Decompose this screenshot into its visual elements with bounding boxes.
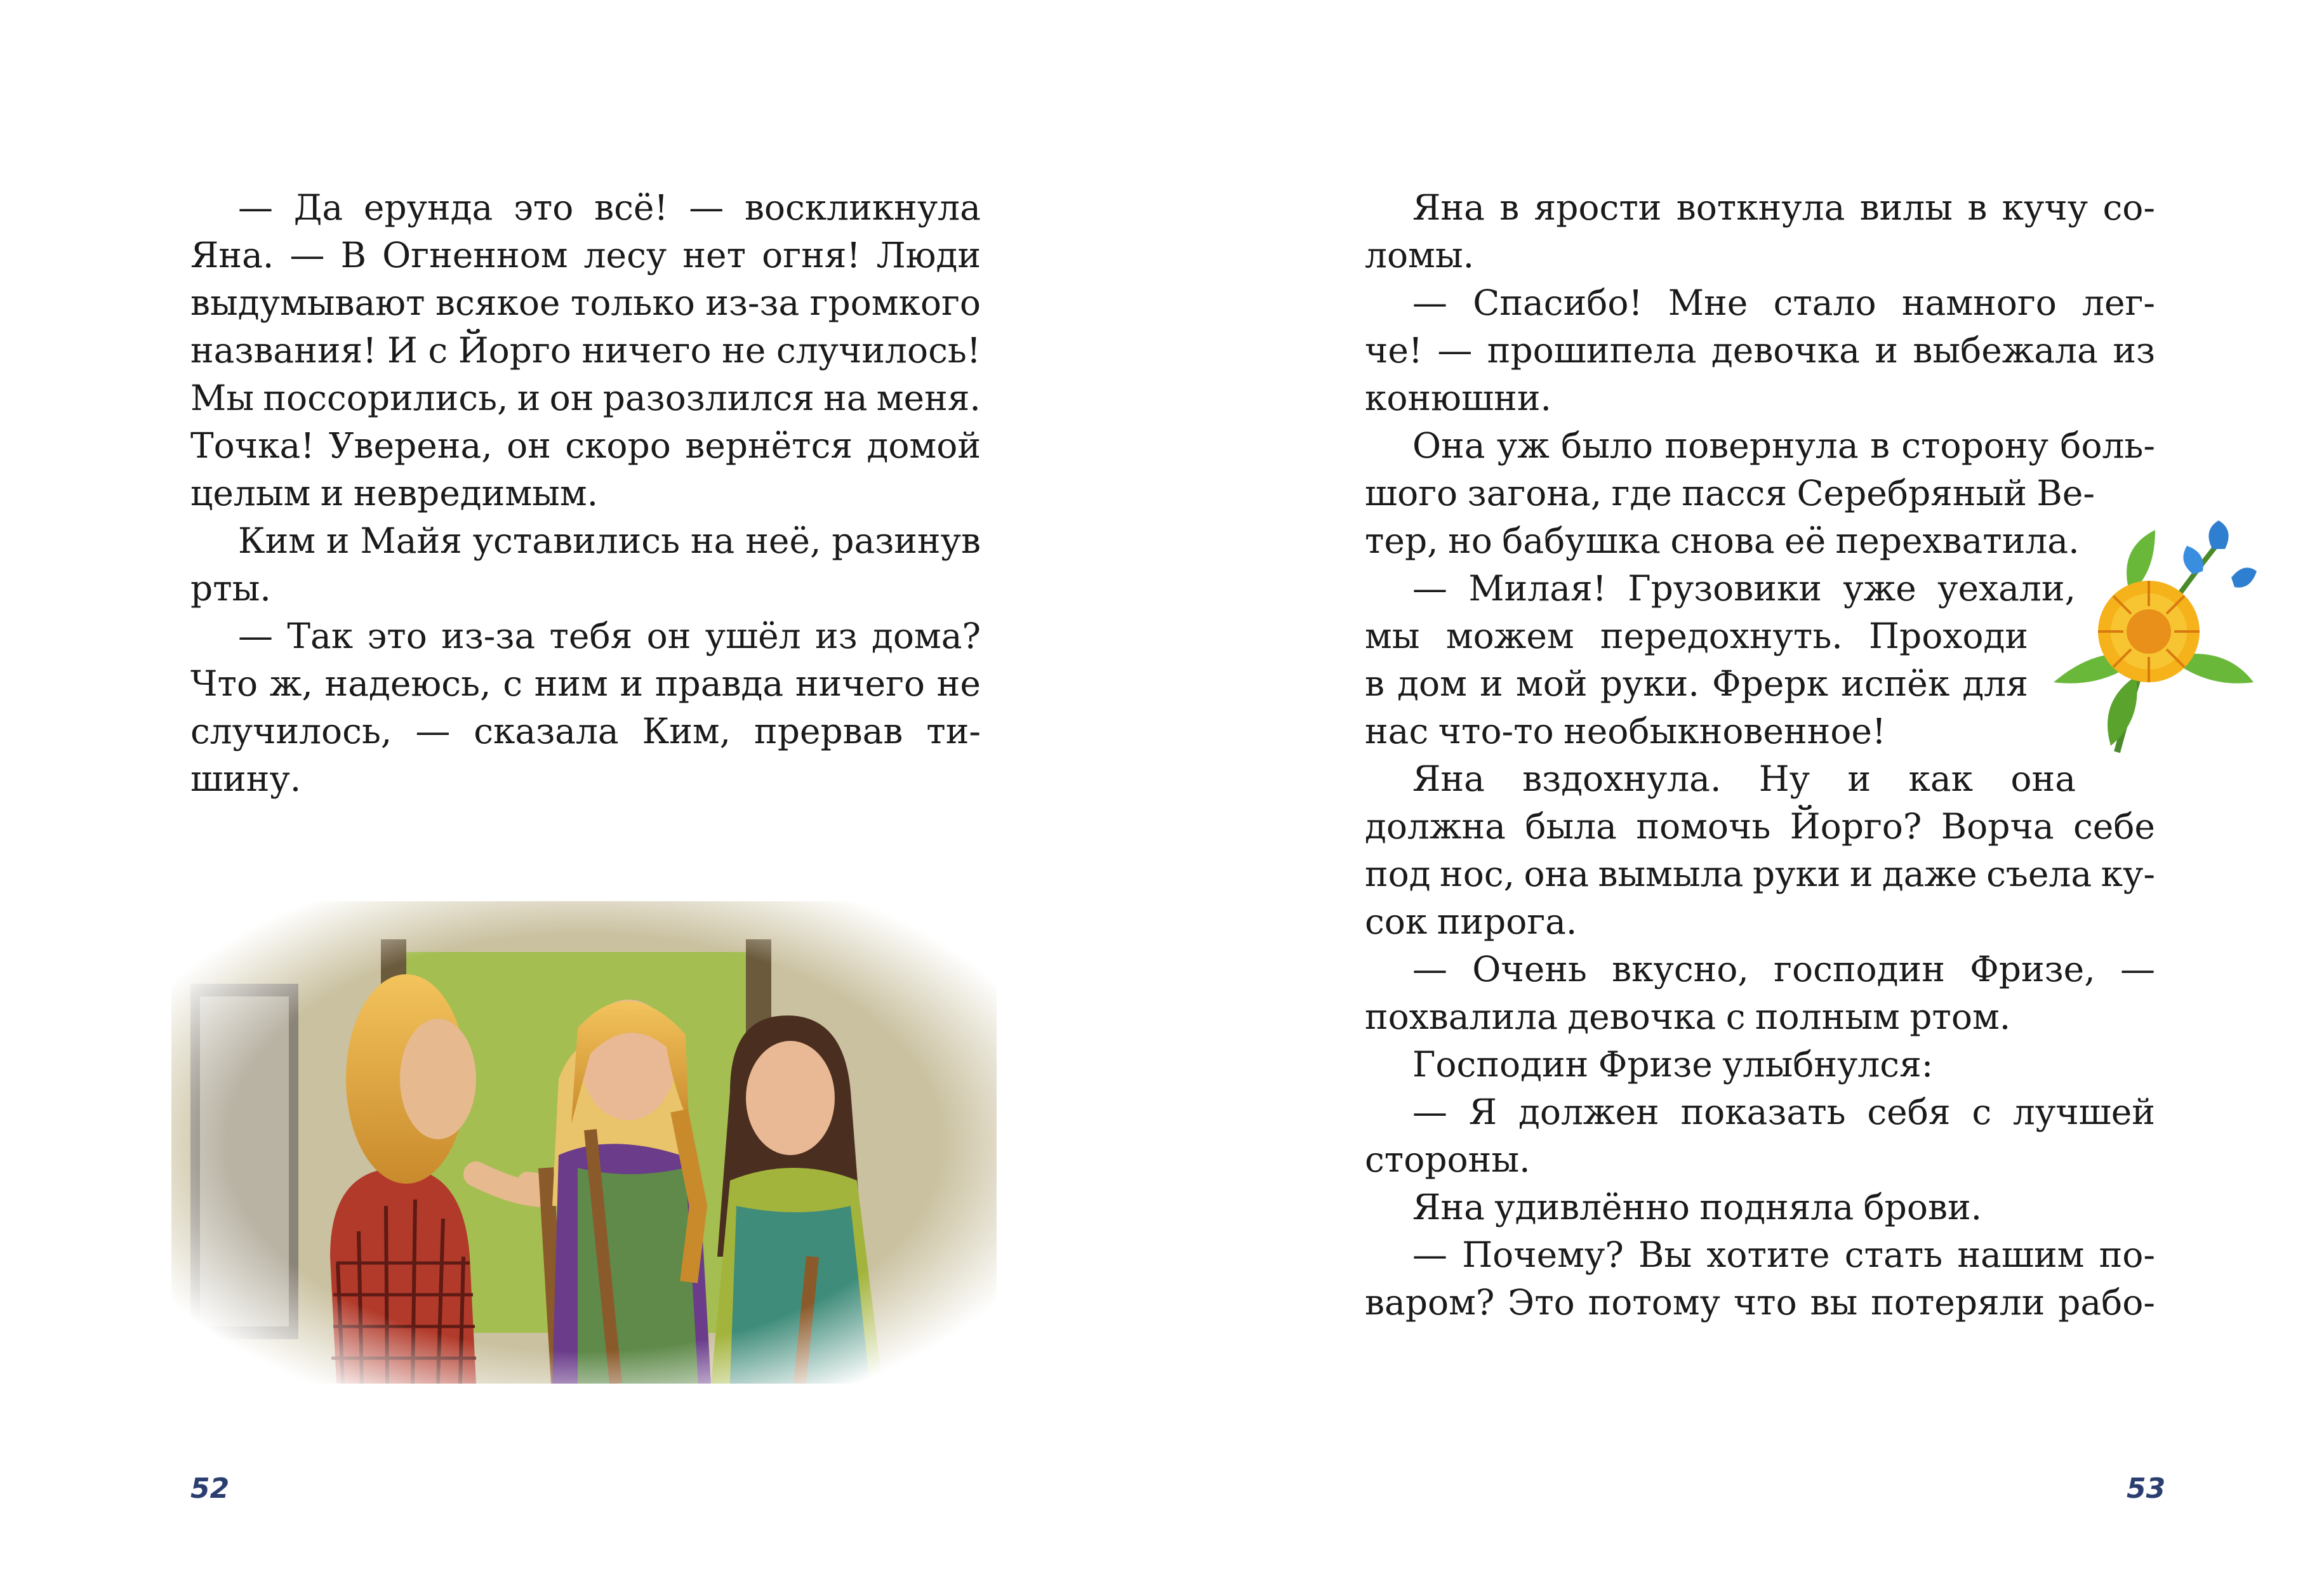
text-line: выдумывают всякое только из-за громкого <box>190 282 981 323</box>
right-page-text <box>1365 184 2155 1326</box>
text-line: сок пирога. <box>1365 901 1577 942</box>
text-line: ломы. <box>1365 235 1475 275</box>
text-line: — Очень вкусно, господин Фризе, — <box>1412 949 2155 989</box>
text-line: че! — прошипела девочка и выбежала из <box>1365 330 2155 371</box>
text-line: Она уж было повернула в сторону боль- <box>1412 425 2155 466</box>
dandelion-bluebell-flower-icon <box>2041 517 2260 758</box>
text-line: варом? Это потому что вы потеряли рабо- <box>1365 1282 2155 1323</box>
text-line: Мы поссорились, и он разозлился на меня. <box>190 378 981 418</box>
text-line: в дом и мой руки. Фрерк испёк для <box>1365 663 2028 704</box>
text-line: под нос, она вымыла руки и даже съела ку- <box>1365 854 2155 894</box>
text-line: нас что-то необыкновенное! <box>1365 711 1887 751</box>
text-line: целым и невредимым. <box>190 473 599 513</box>
text-line: Что ж, надеюсь, с ним и правда ничего не <box>190 663 981 704</box>
text-line: похвалила девочка с полным ртом. <box>1365 996 2011 1037</box>
text-line: Ким и Майя уставились на неё, разинув <box>238 520 981 561</box>
page-number-right: 53 <box>2127 1472 2166 1505</box>
page-number-left: 52 <box>190 1472 230 1505</box>
text-line: конюшни. <box>1365 378 1551 418</box>
text-line: Яна в ярости воткнула вилы в кучу со- <box>1412 187 2155 228</box>
text-line: рты. <box>190 568 271 609</box>
text-line: Точка! Уверена, он скоро вернётся домой <box>190 425 981 466</box>
text-line: — Спасибо! Мне стало намного лег- <box>1412 282 2155 323</box>
text-line: — Почему? Вы хотите стать нашим по- <box>1412 1234 2155 1275</box>
text-line: случилось, — сказала Ким, прервав ти- <box>190 711 981 751</box>
text-line: стороны. <box>1365 1139 1531 1180</box>
text-line: названия! И с Йорго ничего не случилось! <box>190 330 981 371</box>
left-page-text <box>190 184 981 803</box>
text-line: — Да ерунда это всё! — воскликнула <box>238 187 981 228</box>
text-line: шину. <box>190 758 302 799</box>
text-line: мы можем передохнуть. Проходи <box>1365 616 2028 656</box>
text-line: шого загона, где пасся Серебряный Ве- <box>1365 473 2095 513</box>
three-girls-in-barn-illustration <box>171 901 997 1384</box>
text-line: — Милая! Грузовики уже уехали, <box>1412 568 2076 609</box>
text-line: — Я должен показать себя с лучшей <box>1412 1092 2155 1132</box>
text-line: Господин Фризе улыбнулся: <box>1412 1044 1934 1085</box>
text-line: Яна. — В Огненном лесу нет огня! Люди <box>190 235 981 275</box>
text-line: — Так это из-за тебя он ушёл из дома? <box>238 616 981 656</box>
text-line: должна была помочь Йорго? Ворча себе <box>1365 806 2155 847</box>
text-line: Яна вздохнула. Ну и как она <box>1412 758 2076 799</box>
text-line: тер, но бабушка снова её перехватила. <box>1365 520 2080 561</box>
text-line: Яна удивлённо подняла брови. <box>1412 1187 1982 1227</box>
